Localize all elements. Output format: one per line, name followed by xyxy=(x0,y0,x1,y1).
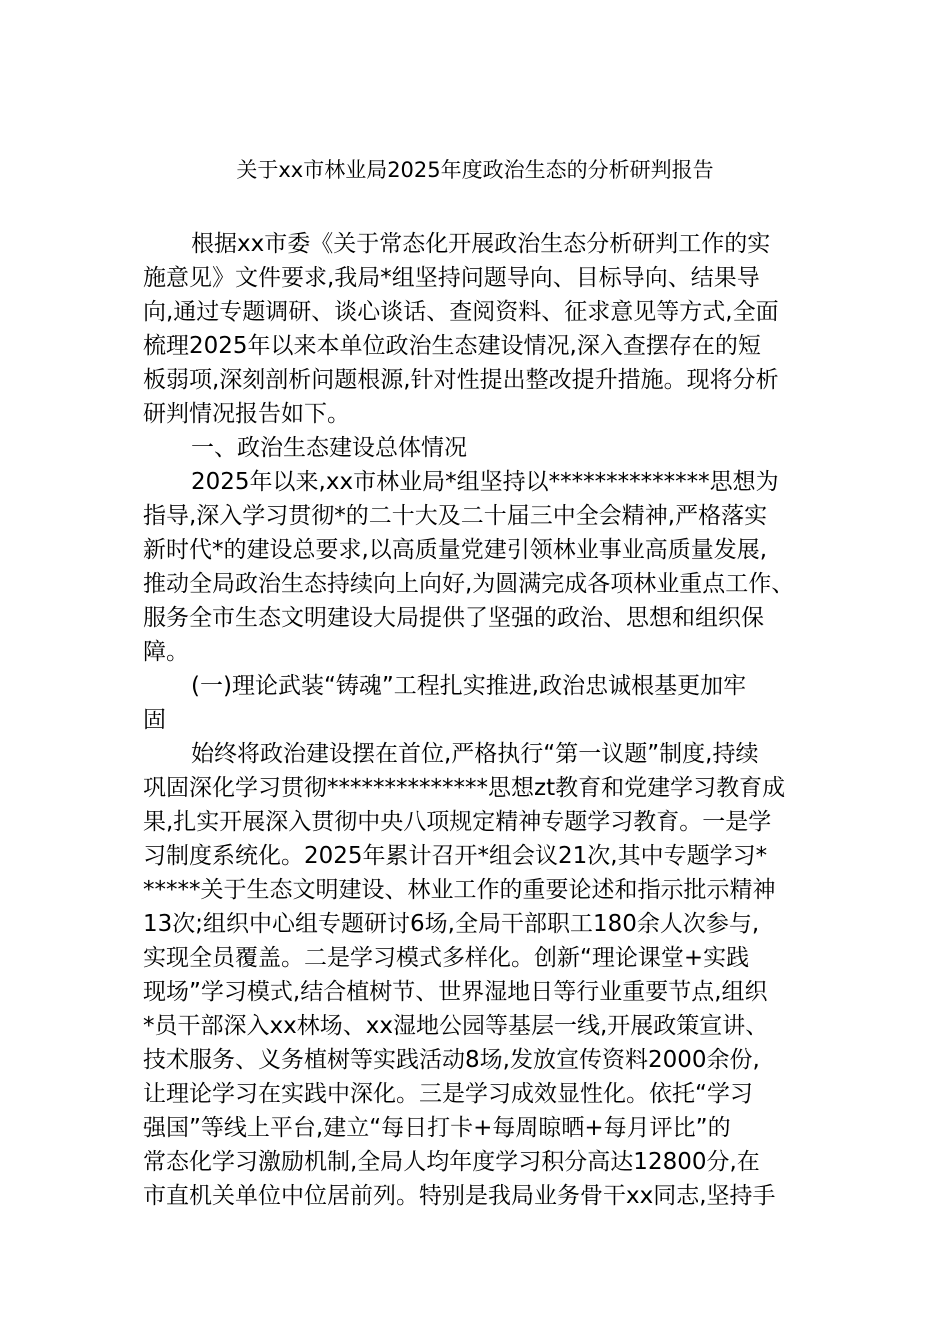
paragraph-line: 常态化学习激励机制,全局人均年度学习积分高达12800分,在 xyxy=(143,1149,760,1175)
paragraph-line: 强国”等线上平台,建立“每日打卡+每周晾晒+每月评比”的 xyxy=(143,1115,731,1141)
paragraph-line: *****关于生态文明建设、林业工作的重要论述和指示批示精神 xyxy=(143,877,776,903)
paragraph-line: 让理论学习在实践中深化。三是学习成效显性化。依托“学习 xyxy=(143,1081,753,1107)
document-title: 关于xx市林业局2025年度政治生态的分析研判报告 xyxy=(236,158,714,182)
paragraph-line: 2025年以来,xx市林业局*组坚持以**************思想为 xyxy=(191,469,779,495)
document-body xyxy=(143,227,811,1213)
paragraph-line: 向,通过专题调研、谈心谈话、查阅资料、征求意见等方式,全面 xyxy=(143,299,779,325)
paragraph-line: 板弱项,深刻剖析问题根源,针对性提出整改提升措施。现将分析 xyxy=(143,367,779,393)
paragraph-line: 始终将政治建设摆在首位,严格执行“第一议题”制度,持续 xyxy=(191,741,759,767)
paragraph-line: 市直机关单位中位居前列。特别是我局业务骨干xx同志,坚持手 xyxy=(143,1183,776,1209)
paragraph-line: 果,扎实开展深入贯彻中央八项规定精神专题学习教育。一是学 xyxy=(143,809,772,835)
paragraph-line: 指导,深入学习贯彻*的二十大及二十届三中全会精神,严格落实 xyxy=(143,503,768,529)
subsection-heading: 固 xyxy=(143,707,166,733)
paragraph-line: 实现全员覆盖。二是学习模式多样化。创新“理论课堂+实践 xyxy=(143,945,750,971)
paragraph-line: 巩固深化学习贯彻**************思想zt教育和党建学习教育成 xyxy=(143,775,786,801)
paragraph-line: 梳理2025年以来本单位政治生态建设情况,深入查摆存在的短 xyxy=(143,333,761,359)
paragraph-line: 习制度系统化。2025年累计召开*组会议21次,其中专题学习* xyxy=(143,843,768,869)
paragraph-line: 施意见》文件要求,我局*组坚持问题导向、目标导向、结果导 xyxy=(143,265,760,291)
subsection-heading: (一)理论武装“铸魂”工程扎实推进,政治忠诚根基更加牢 xyxy=(191,673,747,699)
paragraph-line: 技术服务、义务植树等实践活动8场,发放宣传资料2000余份, xyxy=(143,1047,760,1073)
paragraph-line: 根据xx市委《关于常态化开展政治生态分析研判工作的实 xyxy=(191,231,771,257)
paragraph-line: 障。 xyxy=(143,639,189,665)
paragraph-line: 13次;组织中心组专题研讨6场,全局干部职工180余人次参与, xyxy=(143,911,760,937)
paragraph-line: 研判情况报告如下。 xyxy=(143,401,350,427)
paragraph-line: *员干部深入xx林场、xx湿地公园等基层一线,开展政策宣讲、 xyxy=(143,1013,769,1039)
paragraph-line: 新时代*的建设总要求,以高质量党建引领林业事业高质量发展, xyxy=(143,537,768,563)
section-heading: 一、政治生态建设总体情况 xyxy=(191,435,467,461)
paragraph-line: 推动全局政治生态持续向上向好,为圆满完成各项林业重点工作、 xyxy=(143,571,795,597)
paragraph-line: 现场”学习模式,结合植树节、世界湿地日等行业重要节点,组织 xyxy=(143,979,768,1005)
paragraph-line: 服务全市生态文明建设大局提供了坚强的政治、思想和组织保 xyxy=(143,605,764,631)
